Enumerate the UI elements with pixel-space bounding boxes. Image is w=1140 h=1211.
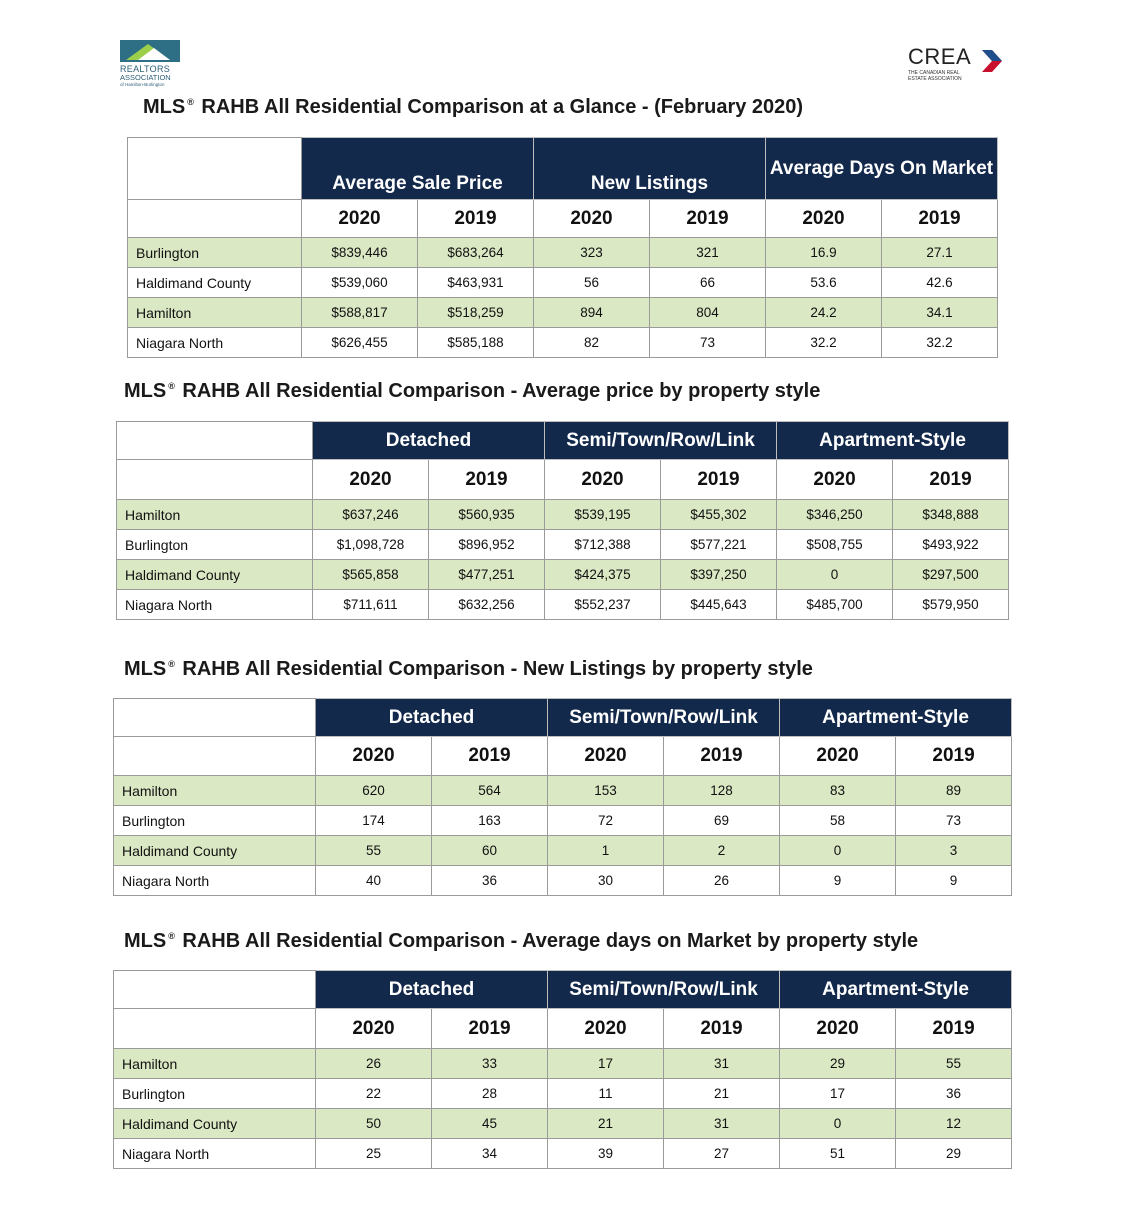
- row-label: Burlington: [114, 1079, 316, 1109]
- cell: 32.2: [882, 328, 998, 358]
- cell: $588,817: [302, 298, 418, 328]
- cell: 36: [432, 866, 548, 896]
- group-header: New Listings: [534, 138, 766, 200]
- cell: 0: [780, 1109, 896, 1139]
- cell: 17: [780, 1079, 896, 1109]
- crea-logo-word: CREA: [908, 44, 972, 69]
- cell: $577,221: [661, 530, 777, 560]
- cell: $508,755: [777, 530, 893, 560]
- title-mls: MLS: [143, 96, 186, 118]
- cell: 174: [316, 806, 432, 836]
- cell: $839,446: [302, 238, 418, 268]
- row-label: Niagara North: [114, 866, 316, 896]
- cell: 36: [896, 1079, 1012, 1109]
- cell: $493,922: [893, 530, 1009, 560]
- title-mls: MLS: [124, 658, 167, 680]
- cell: 60: [432, 836, 548, 866]
- cell: $477,251: [429, 560, 545, 590]
- cell: $424,375: [545, 560, 661, 590]
- rahb-logo: [120, 40, 184, 92]
- cell: $632,256: [429, 590, 545, 620]
- table-avg-days-by-style: [113, 970, 1012, 1169]
- row-label: Niagara North: [114, 1139, 316, 1169]
- cell: 89: [896, 776, 1012, 806]
- cell: 0: [780, 836, 896, 866]
- cell: 22: [316, 1079, 432, 1109]
- table-new-listings-by-style: [113, 698, 1012, 896]
- cell: 56: [534, 268, 650, 298]
- year-header: 2019: [893, 460, 1009, 500]
- year-header: 2020: [780, 737, 896, 776]
- cell: 29: [780, 1049, 896, 1079]
- cell: 163: [432, 806, 548, 836]
- cell: 28: [432, 1079, 548, 1109]
- cell: 323: [534, 238, 650, 268]
- cell: $485,700: [777, 590, 893, 620]
- title-mls: MLS: [124, 380, 167, 402]
- row-label: Burlington: [117, 530, 313, 560]
- cell: $539,195: [545, 500, 661, 530]
- cell: $346,250: [777, 500, 893, 530]
- cell: $683,264: [418, 238, 534, 268]
- year-header: 2019: [882, 200, 998, 238]
- title-text: RAHB All Residential Comparison - Average days on Market by property style: [182, 930, 919, 952]
- group-header: Average Sale Price: [302, 138, 534, 200]
- cell: $711,611: [313, 590, 429, 620]
- group-header: Detached: [316, 699, 548, 737]
- cell: $539,060: [302, 268, 418, 298]
- cell: $565,858: [313, 560, 429, 590]
- cell: 11: [548, 1079, 664, 1109]
- year-header: 2020: [766, 200, 882, 238]
- cell: $552,237: [545, 590, 661, 620]
- year-header: 2019: [896, 1009, 1012, 1049]
- cell: 53.6: [766, 268, 882, 298]
- year-header: 2020: [316, 1009, 432, 1049]
- cell: $518,259: [418, 298, 534, 328]
- year-header: 2020: [548, 737, 664, 776]
- table-row: [114, 776, 1012, 806]
- table-1-title: [143, 96, 803, 119]
- table-row: [117, 530, 1009, 560]
- cell: 26: [316, 1049, 432, 1079]
- group-header: Detached: [316, 971, 548, 1009]
- year-header: 2020: [548, 1009, 664, 1049]
- group-header: Semi/Town/Row/Link: [545, 422, 777, 460]
- table-3-title: [124, 658, 813, 681]
- title-text: RAHB All Residential Comparison - Average price by property style: [182, 380, 821, 402]
- year-header: 2019: [661, 460, 777, 500]
- title-reg: ®: [168, 381, 175, 392]
- cell: $1,098,728: [313, 530, 429, 560]
- year-header: 2020: [777, 460, 893, 500]
- cell: 620: [316, 776, 432, 806]
- cell: $463,931: [418, 268, 534, 298]
- year-header: 2020: [313, 460, 429, 500]
- cell: 12: [896, 1109, 1012, 1139]
- row-label: Burlington: [128, 238, 302, 268]
- cell: 34.1: [882, 298, 998, 328]
- cell: 40: [316, 866, 432, 896]
- cell: 564: [432, 776, 548, 806]
- cell: 0: [777, 560, 893, 590]
- table-row: [114, 836, 1012, 866]
- cell: 128: [664, 776, 780, 806]
- group-header: Apartment-Style: [780, 699, 1012, 737]
- cell: 55: [316, 836, 432, 866]
- cell: 9: [780, 866, 896, 896]
- title-reg: ®: [187, 97, 194, 108]
- cell: $445,643: [661, 590, 777, 620]
- cell: $348,888: [893, 500, 1009, 530]
- table-row: [117, 590, 1009, 620]
- title-mls: MLS: [124, 930, 167, 952]
- row-label: Haldimand County: [114, 1109, 316, 1139]
- cell: 50: [316, 1109, 432, 1139]
- year-header: 2019: [664, 1009, 780, 1049]
- cell: $637,246: [313, 500, 429, 530]
- group-header: Semi/Town/Row/Link: [548, 699, 780, 737]
- row-label: Hamilton: [114, 1049, 316, 1079]
- crea-logo: [908, 46, 1008, 86]
- group-header: Semi/Town/Row/Link: [548, 971, 780, 1009]
- cell: 27.1: [882, 238, 998, 268]
- table-row: [128, 268, 998, 298]
- row-label: Hamilton: [117, 500, 313, 530]
- year-header: 2020: [534, 200, 650, 238]
- year-header: 2019: [432, 1009, 548, 1049]
- row-label: Burlington: [114, 806, 316, 836]
- table-row: [114, 1139, 1012, 1169]
- row-label: Haldimand County: [117, 560, 313, 590]
- table-row: [114, 1049, 1012, 1079]
- table-row: [117, 560, 1009, 590]
- cell: 45: [432, 1109, 548, 1139]
- cell: 73: [650, 328, 766, 358]
- cell: 17: [548, 1049, 664, 1079]
- cell: 29: [896, 1139, 1012, 1169]
- cell: 321: [650, 238, 766, 268]
- cell: 72: [548, 806, 664, 836]
- year-header: 2020: [316, 737, 432, 776]
- cell: 31: [664, 1049, 780, 1079]
- table-row: [114, 1079, 1012, 1109]
- cell: 34: [432, 1139, 548, 1169]
- row-label: Hamilton: [128, 298, 302, 328]
- year-header: 2020: [545, 460, 661, 500]
- cell: 153: [548, 776, 664, 806]
- cell: 83: [780, 776, 896, 806]
- cell: 55: [896, 1049, 1012, 1079]
- cell: 73: [896, 806, 1012, 836]
- year-header: 2019: [429, 460, 545, 500]
- cell: $712,388: [545, 530, 661, 560]
- table-row: [117, 500, 1009, 530]
- cell: 894: [534, 298, 650, 328]
- title-reg: ®: [168, 931, 175, 942]
- cell: 25: [316, 1139, 432, 1169]
- year-header: 2019: [896, 737, 1012, 776]
- year-header: 2019: [650, 200, 766, 238]
- row-label: Niagara North: [128, 328, 302, 358]
- cell: 32.2: [766, 328, 882, 358]
- rahb-logo-line2: ASSOCIATION: [120, 73, 171, 82]
- rahb-logo-line1: REALTORS: [120, 64, 171, 74]
- crea-logo-sub: THE CANADIAN REAL ESTATE ASSOCIATION: [908, 70, 962, 82]
- cell: 16.9: [766, 238, 882, 268]
- cell: 24.2: [766, 298, 882, 328]
- cell: 66: [650, 268, 766, 298]
- row-label: Niagara North: [117, 590, 313, 620]
- table-row: [114, 1109, 1012, 1139]
- table-row: [128, 298, 998, 328]
- table-4-title: [124, 930, 918, 953]
- cell: 27: [664, 1139, 780, 1169]
- table-row: [128, 328, 998, 358]
- cell: 2: [664, 836, 780, 866]
- group-header: Apartment-Style: [777, 422, 1009, 460]
- cell: 51: [780, 1139, 896, 1169]
- year-header: 2020: [302, 200, 418, 238]
- cell: $585,188: [418, 328, 534, 358]
- year-header: 2019: [432, 737, 548, 776]
- cell: $560,935: [429, 500, 545, 530]
- group-header: Average Days On Market: [766, 138, 998, 200]
- cell: $579,950: [893, 590, 1009, 620]
- cell: $626,455: [302, 328, 418, 358]
- cell: 42.6: [882, 268, 998, 298]
- cell: $297,500: [893, 560, 1009, 590]
- group-header: Detached: [313, 422, 545, 460]
- cell: 21: [664, 1079, 780, 1109]
- row-label: Haldimand County: [114, 836, 316, 866]
- cell: 33: [432, 1049, 548, 1079]
- cell: 31: [664, 1109, 780, 1139]
- cell: $397,250: [661, 560, 777, 590]
- cell: 82: [534, 328, 650, 358]
- row-label: Hamilton: [114, 776, 316, 806]
- cell: 69: [664, 806, 780, 836]
- cell: 39: [548, 1139, 664, 1169]
- cell: 1: [548, 836, 664, 866]
- cell: 26: [664, 866, 780, 896]
- house-roof-icon: [120, 40, 180, 62]
- cell: 804: [650, 298, 766, 328]
- year-header: 2019: [418, 200, 534, 238]
- table-row: [114, 806, 1012, 836]
- rahb-logo-line3: of Hamilton-Burlington: [120, 82, 165, 87]
- cell: $896,952: [429, 530, 545, 560]
- cell: 21: [548, 1109, 664, 1139]
- table-row: [128, 238, 998, 268]
- cell: 9: [896, 866, 1012, 896]
- table-row: [114, 866, 1012, 896]
- cell: 3: [896, 836, 1012, 866]
- cell: 58: [780, 806, 896, 836]
- table-avg-price-by-style: [116, 421, 1009, 620]
- table-at-a-glance: [127, 137, 998, 358]
- table-2-title: [124, 380, 820, 403]
- row-label: Haldimand County: [128, 268, 302, 298]
- title-text: RAHB All Residential Comparison at a Glance - (February 2020): [201, 96, 804, 118]
- title-reg: ®: [168, 659, 175, 670]
- cell: 30: [548, 866, 664, 896]
- title-text: RAHB All Residential Comparison - New Listings by property style: [182, 658, 813, 680]
- cell: $455,302: [661, 500, 777, 530]
- chevron-right-icon: [978, 48, 1004, 74]
- group-header: Apartment-Style: [780, 971, 1012, 1009]
- year-header: 2019: [664, 737, 780, 776]
- year-header: 2020: [780, 1009, 896, 1049]
